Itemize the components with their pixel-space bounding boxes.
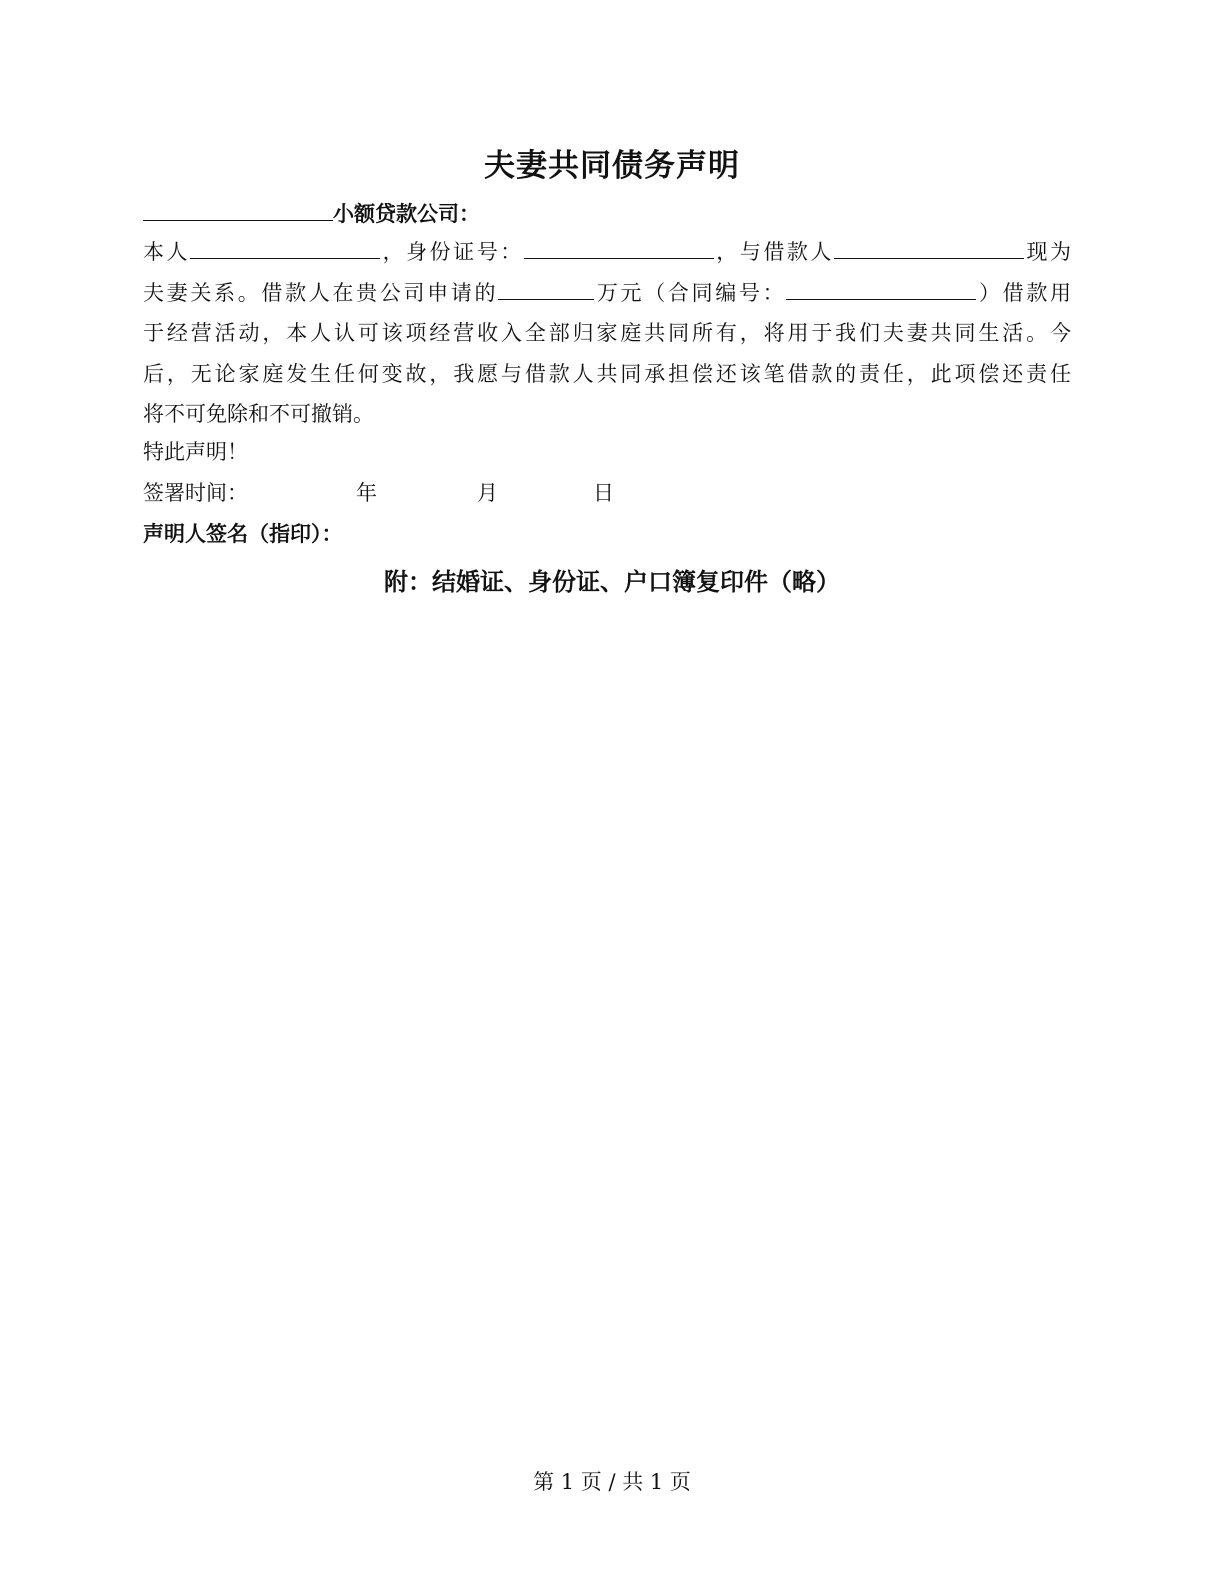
- paragraph-line-3: 于经营活动，本人认可该项经营收入全部归家庭共同所有，将用于我们夫妻共同生活。今: [143, 321, 1071, 345]
- declarant-name-blank: [190, 240, 380, 259]
- text-segment: 夫妻关系。借款人在贵公司申请的: [143, 280, 499, 305]
- paragraph-line-5: 将不可免除和不可撤销。: [143, 402, 374, 426]
- sign-time-line: [143, 477, 614, 507]
- signature-label: 声明人签名（指印）：: [143, 521, 343, 546]
- text-segment: ）借款用: [976, 280, 1072, 305]
- id-number-blank: [524, 240, 714, 259]
- attachment-note: 附：结婚证、身份证、户口簿复印件（略）: [384, 567, 840, 596]
- sign-day: 日: [593, 481, 614, 505]
- paragraph-line-4: 后，无论家庭发生任何变故，我愿与借款人共同承担偿还该笔借款的责任，此项偿还责任: [143, 361, 1071, 386]
- addressee-suffix: 小额贷款公司：: [333, 201, 480, 226]
- text-segment: 现为: [1023, 240, 1072, 264]
- declaration-paragraph: [143, 232, 1071, 435]
- paragraph-line-1: [143, 232, 1071, 273]
- company-name-blank: [143, 202, 333, 221]
- sign-time-label: 签署时间：: [143, 481, 248, 505]
- page-footer: 第 1 页 / 共 1 页: [533, 1470, 691, 1494]
- text-segment: ，身份证号：: [380, 240, 524, 264]
- paragraph-line-2: [143, 273, 1071, 314]
- loan-amount-blank: [498, 281, 594, 300]
- sign-month: 月: [477, 481, 498, 505]
- document-title: 夫妻共同债务声明: [484, 148, 740, 184]
- closing-statement: 特此声明！: [143, 440, 248, 464]
- borrower-name-blank: [834, 240, 1024, 259]
- text-segment: 本人: [143, 240, 191, 264]
- contract-number-blank: [786, 281, 976, 300]
- sign-year: 年: [356, 481, 377, 505]
- text-segment: ，与借款人: [713, 240, 834, 264]
- addressee-line: [143, 198, 480, 228]
- text-segment: 万元（合同编号：: [594, 280, 787, 305]
